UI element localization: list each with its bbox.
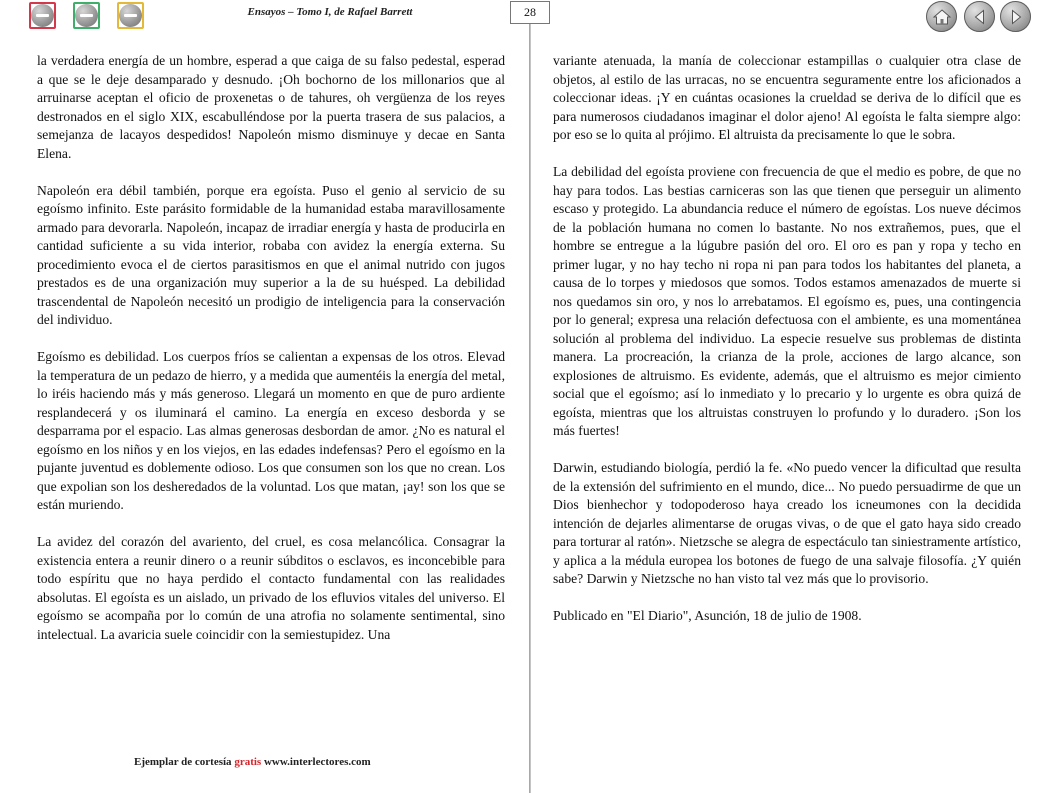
paragraph: Napoleón era débil también, porque era egoísta. Puso el genio al servicio de su egoísmo infinito. Este parásito formidable de la humanidad estaba maravillosamente armado para devorarla. Napoleón, incapaz de irradiar energía y hasta de producirla en cantidad suficiente a su vida interior, robaba con avidez la energía externa. Su procedimiento evoca el de ciertos parasitismos en que el animal nutrido con jugos prestados es de una organización muy superior a la de su huésped. La debilidad trascendental de Napoleón necesitó un prodigio de inteligencia para la conservación del individuo. [37,182,505,327]
column-divider [529,24,531,793]
footer-gratis: gratis [234,756,262,768]
back-button[interactable] [964,1,995,32]
paragraph: Darwin, estudiando biología, perdió la fe. «No puedo vencer la dificultad que resulta de la extensión del sufrimiento en el mundo, dice... No puedo persuadirme de que un Dios bienhechor y todopoderoso haya creado los icneumones con la decidida intención de dejarles alimentarse de orugas vivas, o de que el gato haya sido creado para torturar al ratón». Nietzsche se alegra de espectáculo tan siniestramente artístico, y aplica a la médula europea los botones de fuego de una salvaje filosofía. ¿Y quién sabe? Darwin y Nietzsche no han visto tal vez más que lo provisorio. [553,460,1021,586]
footer-prefix: Ejemplar de cortesía [134,756,232,768]
paragraph: la verdadera energía de un hombre, esperad a que caiga de su falso pedestal, esperad a que se le deje desamparado y desnudo. ¡Oh bochorno de los millonarios que al arruinarse aceptan el oficio de proxenetas o de tahures, oh vergüenza de los reyes destronados en el siglo XIX, escabulléndose por la puerta trasera de sus palacios, a semejanza de lacayos despedidos! Napoleón mismo disminuye y decae en Santa Elena. [37,53,505,161]
paragraph: La avidez del corazón del avariento, del cruel, es cosa melancólica. Consagrar la existencia entera a reunir dinero o a reunir súbditos o esclavos, es inconcebible para todo espíritu que no haya perdido el contacto fundamental con las realidades absolutas. El egoísta es un aislado, un privado de los efluvios vitales del universo. El egoísmo se acompaña por lo común de una atrofia no solamente sentimental, sino intelectual. La avaricia suele coincidir con la semiestupidez. Una [37,534,505,642]
minimize-green-button[interactable] [73,2,100,29]
page-number: 28 [510,1,550,24]
minimize-yellow-button[interactable] [117,2,144,29]
paragraph: Publicado en "El Diario", Asunción, 18 de julio de 1908. [553,608,862,623]
back-arrow-icon [971,8,989,26]
home-icon [932,8,952,26]
forward-button[interactable] [1000,1,1031,32]
minimize-red-button[interactable] [29,2,56,29]
minus-icon [119,4,142,27]
paragraph: Egoísmo es debilidad. Los cuerpos fríos se calientan a expensas de los otros. Elevad la temperatura de un pedazo de hierro, y a medida que aumentéis la energía del metal, lo iréis haciendo más y más generoso. Llegará un momento en que de puro ardiente resplandecerá y os iluminará el camino. La energía en exceso desborda y se desparrama por el espacio. Las almas generosas desbordan de amor. ¿No es natural el egoísmo en los niños y en los viejos, en las edades indefensas? Pero el egoísmo en la pujante juventud es doblemente odioso. Los que consumen son los que no crean. Los que expolian son los desheredados de la voluntad. Los que matan, ¡ay! son los que se están muriendo. [37,349,505,512]
paragraph: La debilidad del egoísta proviene con frecuencia de que el medio es pobre, de que no hay para todos. Las bestias carniceras son las que tienen que perseguir un alimento escaso y protegido. La abundancia reduce el número de egoístas. Los nueve décimos de la población humana no comen lo bastante. No nos extrañemos, pues, que el hombre se entregue a la lúgubre pasión del oro. El oro es pan y ropa y techo en primer lugar, y no hay techo ni ropa ni pan para todos los habitantes del planeta, a causa de lo torpes y miedosos que somos. Todos estamos amenazados de muerte si nos quedamos sin oro, y nos lo arrebatamos. El egoísmo es, pues, una contingencia por lo general; expresa una relación defectuosa con el ambiente, es una momentánea solución al problema del individuo. La especie resuelve sus problemas de distinta manera. La procreación, la crianza de la prole, acciones de largo alcance, son explosiones de altruismo. Es evidente, además, que el altruismo es mejor cimiento social que el egoísmo; así lo inmediato y lo precario y lo urgente es obra quizá de egoísta, mientras que los altruistas construyen lo profundo y lo duradero. ¡Son los más fuertes! [553,164,1021,438]
footer-site-link[interactable]: www.interlectores.com [263,756,371,768]
forward-arrow-icon [1007,8,1025,26]
right-text-column [553,52,1021,644]
minus-icon [31,4,54,27]
left-text-column [37,52,505,663]
book-title: Ensayos – Tomo I, de Rafael Barrett [247,6,413,18]
home-button[interactable] [926,1,957,32]
minus-icon [75,4,98,27]
paragraph: variante atenuada, la manía de coleccionar estampillas o cualquier otra clase de objetos, al estilo de las urracas, no se encuentra seguramente entre los aficionados a coleccionar ideas. ¡Y en cuántas ocasiones la crueldad se deriva de lo difícil que es para numerosos ciudadanos imaginar el dolor ajeno! Al egoísta le falta siempre algo: por eso se lo quita al prójimo. El altruista da precisamente lo que le sobra. [553,53,1021,142]
footer [134,756,424,768]
